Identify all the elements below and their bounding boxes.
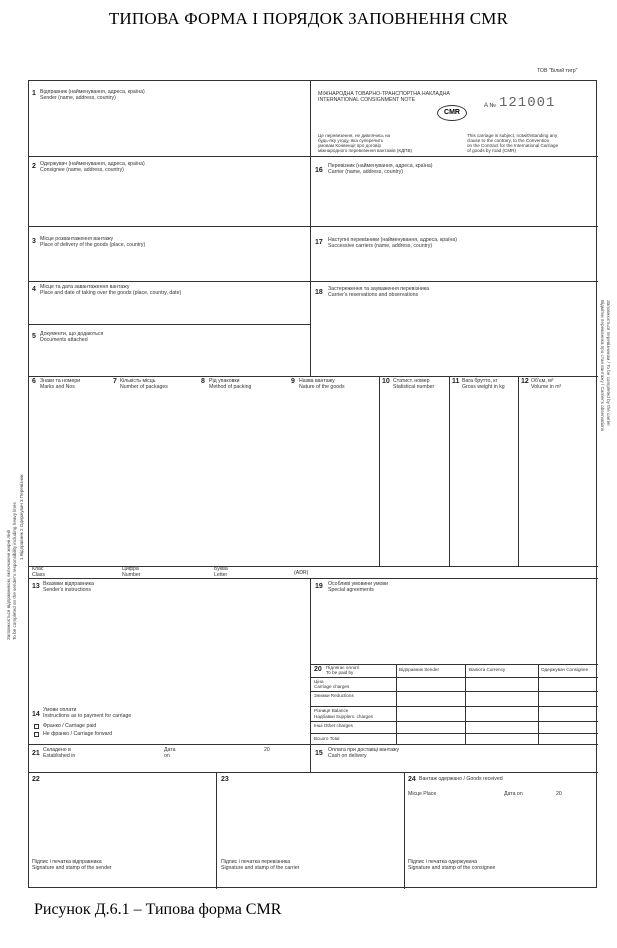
divider: [310, 744, 311, 772]
box-16-en: Carrier (name, address, country): [328, 169, 403, 175]
box-10-ua: Статист. номер: [393, 378, 430, 384]
divider: [29, 744, 598, 745]
box-22-en: Signature and stamp of the sender: [32, 865, 112, 871]
divider: [310, 578, 311, 664]
box-2-ua: Одержувач (найменування, адреса, країна): [40, 161, 145, 167]
divider: [29, 772, 598, 773]
box-number: 13: [32, 583, 40, 590]
header-note: This carriage is subject, notwithstanding any: [467, 133, 558, 138]
box-10-en: Statistical number: [393, 384, 435, 390]
page-title: ТИПОВА ФОРМА І ПОРЯДОК ЗАПОВНЕННЯ CMR: [108, 9, 509, 28]
box-24-sign-en: Signature and stamp of the consignee: [408, 865, 496, 871]
divider: [29, 324, 310, 325]
divider: [310, 691, 598, 692]
box-number: 4: [32, 286, 36, 293]
cmr-form: [28, 68, 597, 888]
box-16-ua: Перевізник (найменування, адреса, країна): [328, 163, 433, 169]
box-18-ua: Застереження та зауваження перевізника: [328, 286, 430, 292]
box-13-en: Sender's instructions: [43, 587, 91, 593]
box-number: 10: [382, 378, 390, 385]
box-7-en: Number of packages: [120, 384, 168, 390]
divider: [310, 733, 598, 734]
box-number: 19: [315, 583, 323, 590]
number-label: A №: [484, 103, 496, 109]
divider: [396, 664, 397, 744]
header-note: clause to the contrary, to the Convention: [467, 138, 550, 143]
box-6-ua: Знаки та номери: [40, 378, 81, 384]
box-number: 18: [315, 289, 323, 296]
box-24-title: Вантаж одержано / Goods received: [419, 776, 503, 782]
box-number: 12: [521, 378, 529, 385]
box-number: 16: [315, 167, 323, 174]
box-number: 8: [201, 378, 205, 385]
number-en: Number: [122, 572, 141, 578]
row-supplements: Надбавки Supplem. charges: [314, 714, 373, 719]
serial-number: 121001: [499, 95, 556, 111]
box-11-ua: Вага брутто, кг: [462, 378, 498, 384]
header-en: INTERNATIONAL CONSIGNMENT NOTE: [318, 97, 416, 103]
box-20-sender: Відправник Sender: [399, 667, 440, 672]
adr-label: (ADR): [294, 570, 309, 576]
box-21-year: 20: [264, 747, 270, 753]
box-number: 14: [32, 711, 40, 718]
box-number: 2: [32, 163, 36, 170]
row-carriage-en: Carriage charges: [314, 684, 350, 689]
carriage-paid-checkbox[interactable]: [34, 724, 39, 729]
row-reductions: Знижки Reductions: [314, 693, 354, 698]
divider: [29, 281, 598, 282]
box-number: 5: [32, 333, 36, 340]
divider: [29, 376, 598, 377]
letter-en: Letter: [214, 572, 228, 578]
class-ua: Клас: [32, 566, 44, 572]
box-14-ua: Умови оплати: [43, 707, 77, 713]
box-15-en: Cash on delivery: [328, 753, 367, 759]
row-other: Інші Other charges: [314, 723, 353, 728]
box-number: 23: [221, 776, 229, 783]
box-8-ua: Рід упаковки: [209, 378, 240, 384]
divider: [465, 664, 466, 744]
divider: [310, 81, 311, 376]
number-ua: Цифра: [122, 566, 139, 572]
cmr-logo: CMR: [437, 105, 467, 121]
box-4-en: Place and date of taking over the goods (place, country, date): [40, 290, 182, 296]
divider: [29, 566, 598, 567]
box-3-en: Place of delivery of the goods (place, country): [40, 242, 146, 248]
box-number: 24: [408, 776, 416, 783]
box-number: 20: [314, 666, 322, 673]
box-13-ua: Вказівки відправника: [43, 581, 94, 587]
box-number: 11: [452, 378, 460, 385]
box-number: 15: [315, 750, 323, 757]
box-number: 21: [32, 750, 40, 757]
divider: [310, 664, 311, 744]
box-1-en: Sender (name, address, country): [40, 95, 116, 101]
side-note-left: To be completed on the sender's responsibility including heavy lines: [12, 502, 17, 640]
carriage-forward-checkbox[interactable]: [34, 732, 39, 737]
side-note-left: 1 Відправник 2 Одержувач 3 Перевізник: [19, 474, 24, 560]
box-17-ua: Наступні перевізники (найменування, адреса, країна): [328, 237, 457, 243]
box-24-date: Дата on: [504, 791, 523, 797]
box-14-en: Instructions as to payment for carriage: [43, 713, 132, 719]
box-20-consignee: Одержувач Consignee: [541, 667, 589, 672]
box-12-ua: Об'єм, м³: [531, 378, 554, 384]
box-23-ua: Підпис і печатка перевізника: [221, 859, 291, 865]
divider: [216, 772, 217, 889]
box-15-ua: Оплата при доставці вантажу: [328, 747, 400, 753]
figure-caption: Рисунок Д.6.1 – Типова форма CMR: [34, 901, 282, 918]
box-3-ua: Місце розвантаження вантажу: [40, 236, 114, 242]
row-balance: Різниця Balance: [314, 708, 349, 713]
box-number: 22: [32, 776, 40, 783]
box-5-ua: Документи, що додаються: [40, 331, 104, 337]
side-note-right: Відмітки перевізника про стан вантажу / Carrier's observations: [600, 300, 605, 432]
box-23-en: Signature and stamp of the carrier: [221, 865, 300, 871]
divider: [310, 706, 598, 707]
box-24-place: Місце Place: [408, 791, 437, 797]
divider: [538, 664, 539, 744]
box-20-currency: Валюта Currency: [469, 667, 506, 672]
company-name: ТОВ "Білий тигр": [537, 68, 578, 74]
box-6-en: Marks and Nos: [40, 384, 75, 390]
box-21-date-ua: Дата: [164, 747, 176, 753]
box-2-en: Consignee (name, address, country): [40, 167, 124, 173]
box-number: 7: [113, 378, 117, 385]
side-note-right: Заповнюється перевізником / To be completed by the carrier: [606, 300, 611, 426]
box-number: 17: [315, 239, 323, 246]
header-note: міжнародного перевезення вантажів (КДПВ): [318, 148, 413, 153]
divider: [310, 226, 598, 227]
divider: [449, 376, 450, 566]
header-note: умовам Конвенції про договір: [318, 143, 382, 148]
box-24-sign-ua: Підпис і печатка одержувача: [408, 859, 478, 865]
divider: [29, 578, 598, 579]
box-21-en: Established in: [43, 753, 76, 759]
box-17-en: Successive carriers (name, address, country): [328, 243, 433, 249]
box-18-en: Carrier's reservations and observations: [328, 292, 419, 298]
box-24-year: 20: [556, 791, 562, 797]
side-note-left: Заповнюється відправником, включаючи жирні лінії: [6, 530, 11, 640]
divider: [310, 721, 598, 722]
box-21-date-en: on: [164, 753, 170, 759]
box-9-en: Nature of the goods: [299, 384, 345, 390]
box-number: 9: [291, 378, 295, 385]
box-number: 3: [32, 238, 36, 245]
box-20-ua: Підлягає оплаті: [326, 665, 360, 670]
box-9-ua: Назва вантажу: [299, 378, 335, 384]
box-12-en: Volume in m³: [531, 384, 562, 390]
box-19-ua: Особливі умовини умови: [328, 581, 389, 587]
divider: [404, 772, 405, 889]
header-note: будь-яку угоду, яка суперечить: [318, 138, 384, 143]
divider: [29, 156, 310, 157]
box-5-en: Documents attached: [40, 337, 88, 343]
divider: [518, 376, 519, 566]
box-8-en: Method of packing: [209, 384, 252, 390]
box-11-en: Gross weight in kg: [462, 384, 505, 390]
carriage-forward-label: Не франко / Carriage forward: [43, 731, 113, 737]
row-total: Всього Total: [314, 736, 340, 741]
box-number: 6: [32, 378, 36, 385]
header-note: on the Contract for the International Carriage: [467, 143, 559, 148]
header-note: Це перевезення, не дивлячись на: [318, 133, 391, 138]
box-22-ua: Підпис і печатка відправника: [32, 859, 102, 865]
box-19-en: Special agreements: [328, 587, 374, 593]
divider: [29, 226, 310, 227]
carriage-paid-label: Франко / Carriage paid: [43, 723, 97, 729]
box-7-ua: Кількість місць: [120, 378, 156, 384]
box-1-ua: Відправник (найменування, адреса, країна): [40, 89, 145, 95]
divider: [310, 677, 598, 678]
box-20-en: To be paid by: [326, 670, 354, 675]
row-carriage-ua: Ціна: [314, 679, 324, 684]
box-21-ua: Складено в: [43, 747, 71, 753]
header-ua: МІЖНАРОДНА ТОВАРНО-ТРАНСПОРТНА НАКЛАДНА: [318, 91, 450, 97]
box-number: 1: [32, 90, 36, 97]
class-en: Class: [32, 572, 45, 578]
box-4-ua: Місце та дата завантаження вантажу: [40, 284, 130, 290]
header-note: of goods by road (CMR): [467, 148, 517, 153]
divider: [379, 376, 380, 566]
divider: [310, 156, 598, 157]
letter-ua: Буква: [214, 566, 228, 572]
